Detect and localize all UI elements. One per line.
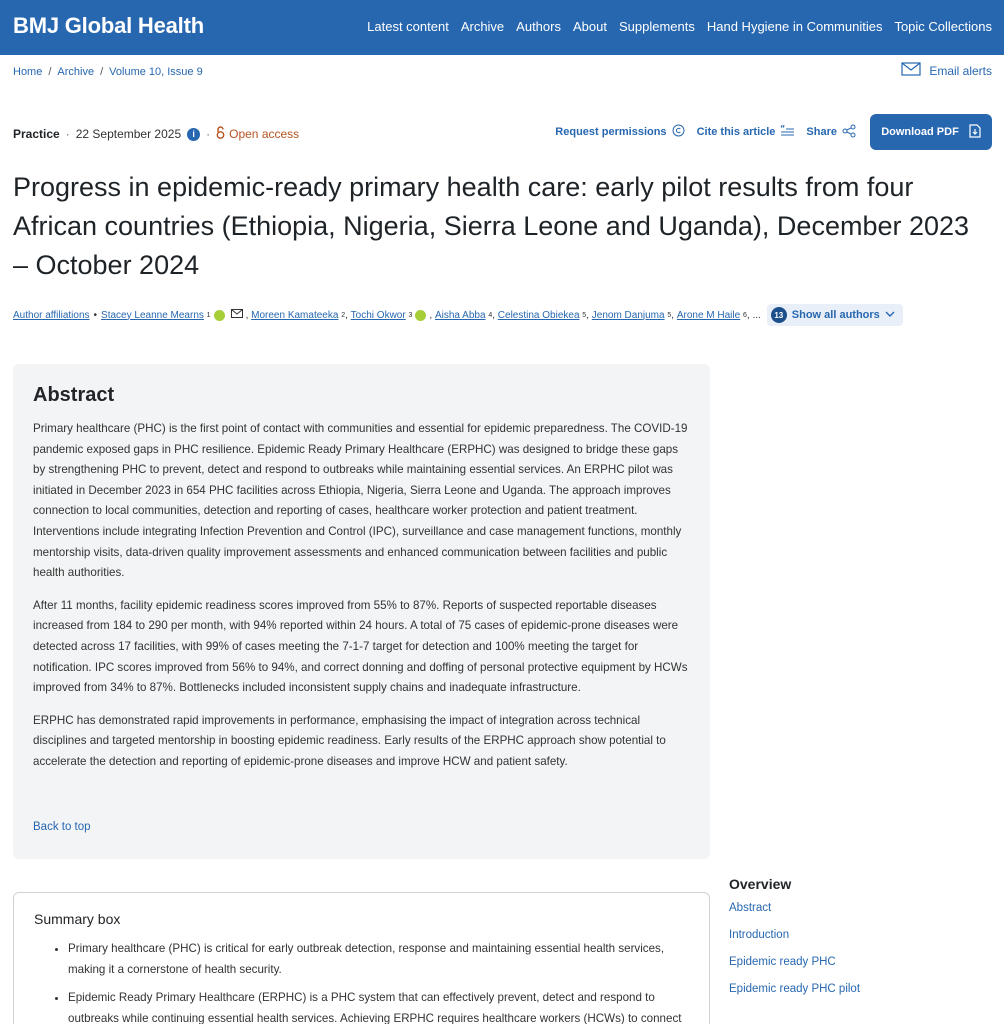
download-file-icon (969, 124, 981, 141)
chevron-down-icon (885, 309, 895, 321)
open-access-badge (216, 126, 299, 142)
author-ellipsis: ... (752, 309, 761, 321)
breadcrumb-separator: / (48, 66, 52, 78)
summary-box (13, 892, 710, 1024)
separator-dot: • (93, 309, 98, 321)
author-link[interactable]: Arone M Haile (676, 309, 741, 321)
author-link[interactable]: Celestina Obiekea (497, 309, 580, 321)
abstract-heading: Abstract (33, 384, 115, 406)
nav-archive[interactable]: Archive (460, 19, 505, 34)
abstract-paragraph: ERPHC has demonstrated rapid improvements in performance, emphasising the impact of integration across technical disciplines and targeted mentorship in boosting epidemic readiness. Early results of the ERPHC approach show potential to accelerate the detection and reporting of epidemic-prone diseases and improve HCW and patient safety. (33, 713, 666, 768)
affiliation-number: 1 (206, 311, 211, 319)
overview-link-epidemic-ready-phc-pilot[interactable]: Epidemic ready PHC pilot (729, 983, 861, 995)
separator-dot: · (206, 127, 211, 141)
author-separator: , (429, 309, 435, 321)
overview-heading: Overview (729, 876, 792, 892)
copyright-icon (672, 124, 685, 140)
affiliation-number: 3 (408, 311, 413, 319)
download-pdf-label: Download PDF (881, 126, 959, 138)
author-separator: , (586, 309, 592, 321)
share-icon (842, 124, 856, 141)
site-header (0, 0, 1004, 55)
article-actions (555, 114, 992, 150)
download-pdf-button[interactable] (870, 114, 992, 150)
overview-link-epidemic-ready-phc[interactable]: Epidemic ready PHC (729, 956, 836, 968)
top-navigation (367, 19, 992, 34)
quote-icon (780, 125, 794, 139)
nav-authors[interactable]: Authors (516, 19, 561, 34)
author-separator: , (492, 309, 498, 321)
author-link[interactable]: Tochi Okwor (350, 309, 406, 321)
nav-hand-hygiene[interactable]: Hand Hygiene in Communities (706, 19, 883, 34)
affiliation-number: 5 (667, 311, 672, 319)
separator-dot: · (65, 127, 70, 141)
email-alerts-label: Email alerts (929, 63, 992, 78)
breadcrumb-archive[interactable]: Archive (57, 66, 95, 78)
author-link[interactable]: Aisha Abba (434, 309, 486, 321)
envelope-icon[interactable] (231, 309, 243, 321)
show-all-authors-button[interactable] (767, 304, 903, 326)
open-lock-icon (216, 126, 225, 142)
summary-item: • Primary healthcare (PHC) is critical for early outbreak detection, response and maintaining essential health services, making it a cornerstone of health security. (68, 939, 689, 980)
info-icon[interactable]: i (187, 128, 200, 141)
abstract-section (13, 364, 710, 859)
publish-date: 22 September 2025 (75, 127, 182, 141)
open-access-label: Open access (229, 127, 300, 141)
author-separator: , (245, 309, 252, 321)
affiliation-number: 2 (341, 311, 346, 319)
orcid-icon[interactable] (214, 310, 225, 321)
nav-about[interactable]: About (572, 19, 607, 34)
nav-topic-collections[interactable]: Topic Collections (894, 19, 992, 34)
breadcrumb-separator: / (100, 66, 104, 78)
summary-heading: Summary box (34, 911, 121, 927)
abstract-paragraph: Primary healthcare (PHC) is the first point of contact with communities and essential for epidemic preparedness. The COVID-19 pandemic exposed gaps in PHC resilience. Epidemic Ready Primary Healthcare (ERPHC) was designed to bridge these gaps by strengthening PHC to prevent, detect and respond to outbreaks while maintaining essential services. An ERPHC pilot was initiated in December 2023 in 654 PHC facilities across Ethiopia, Nigeria, Sierra Leone and Uganda. The approach improves connection to local communities, detection and reporting of cases, healthcare worker protection and patient treatment. Interventions include integrating Infection Prevention and Control (IPC), surveillance and case management functions, monthly mentorship visits, data-driven quality improvement assessments and enhanced communication between facilities and public health authorities. (33, 422, 688, 580)
share-label: Share (806, 126, 837, 138)
cite-article-button[interactable] (697, 125, 795, 139)
back-to-top-link[interactable]: Back to top (33, 821, 91, 833)
author-list (13, 304, 903, 326)
author-link[interactable]: Moreen Kamateeka (251, 309, 339, 321)
breadcrumb-issue[interactable]: Volume 10, Issue 9 (109, 66, 203, 78)
author-separator: , (671, 309, 677, 321)
envelope-icon (901, 62, 921, 79)
breadcrumb (13, 66, 203, 78)
cite-article-label: Cite this article (696, 126, 776, 138)
svg-text:“: “ (780, 125, 786, 133)
author-affiliations-link[interactable]: Author affiliations (13, 309, 90, 321)
overview-link-abstract[interactable]: Abstract (729, 902, 772, 914)
author-separator: , (746, 309, 753, 321)
nav-supplements[interactable]: Supplements (618, 19, 695, 34)
author-count-badge: 13 (771, 307, 787, 323)
article-meta (13, 126, 299, 142)
summary-item: • Epidemic Ready Primary Healthcare (ERPHC) is a PHC system that can effectively prevent, detect and respond to outbreaks while continuing essential health services. Achieving ERPHC requires healthcare workers (HCWs) to connect (68, 988, 689, 1024)
article-type: Practice (13, 127, 60, 141)
affiliation-number: 5 (582, 311, 587, 319)
overview-sidebar (729, 876, 989, 1010)
show-all-authors-label: Show all authors (791, 309, 880, 321)
site-logo[interactable]: BMJ Global Health (13, 13, 204, 38)
affiliation-number: 6 (742, 311, 747, 319)
nav-latest-content[interactable]: Latest content (367, 19, 449, 34)
email-alerts-link[interactable] (901, 62, 992, 79)
orcid-icon[interactable] (415, 310, 426, 321)
summary-list (34, 939, 689, 1024)
article-title: Progress in epidemic-ready primary health care: early pilot results from four African countries (Ethiopia, Nigeria, Sierra Leone and Uganda), December 2023 – October 2024 (13, 172, 970, 280)
request-permissions-label: Request permissions (555, 126, 667, 138)
abstract-paragraph: After 11 months, facility epidemic readiness scores improved from 55% to 87%. Reports of suspected reportable diseases increased from 184 to 290 per month, with 94% reported within 24 hours. A total of 75 cases of epidemic-prone diseases were detected across 17 facilities, with 99% of cases meeting the 7-1-7 target for detection and 100% meeting the target for notification. IPC scores improved from 56% to 94%, and correct donning and doffing of personal protective equipment by HCWs improved from 34% to 87%. Bottlenecks included inconsistent supply chains and inadequate infrastructure. (33, 598, 688, 695)
request-permissions-button[interactable] (555, 124, 684, 140)
breadcrumb-home[interactable]: Home (13, 66, 43, 78)
share-button[interactable] (806, 124, 856, 141)
author-link[interactable]: Stacey Leanne Mearns (101, 309, 204, 321)
affiliation-number: 4 (488, 311, 493, 319)
overview-link-introduction[interactable]: Introduction (729, 929, 790, 941)
author-separator: , (345, 309, 351, 321)
author-link[interactable]: Jenom Danjuma (591, 309, 665, 321)
